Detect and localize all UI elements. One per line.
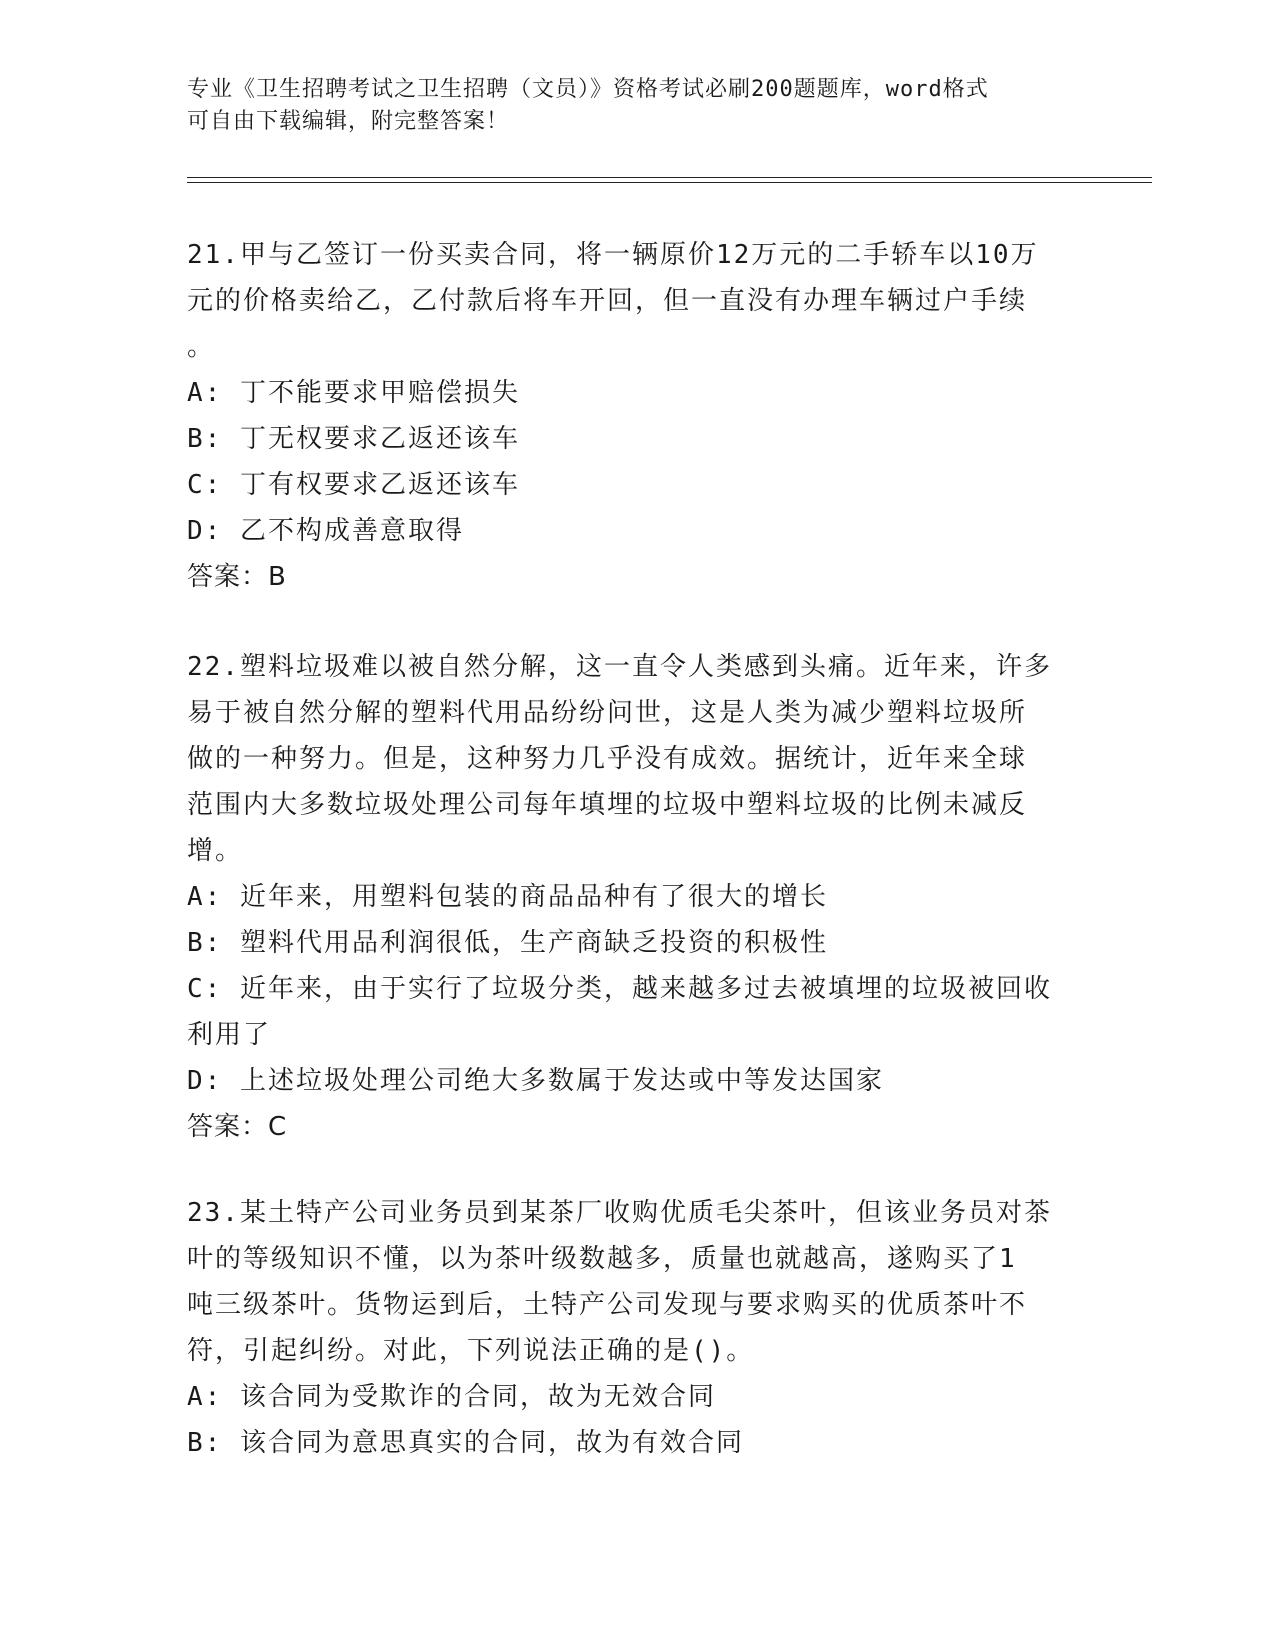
- question-21: [187, 232, 1067, 600]
- document-header: [187, 74, 1087, 138]
- answer-line: 答案：B: [187, 562, 287, 592]
- question-22: [187, 644, 1067, 1150]
- header-line-1: 专业《卫生招聘考试之卫生招聘（文员）》资格考试必刷200题题库，word格式: [187, 77, 989, 102]
- option-b: B: 塑料代用品利润很低，生产商缺乏投资的积极性: [187, 928, 828, 958]
- option-d: D: 乙不构成善意取得: [187, 516, 464, 546]
- question-text-line: 元的价格卖给乙，乙付款后将车开回，但一直没有办理车辆过户手续: [187, 286, 1028, 316]
- question-text-line: 23.某土特产公司业务员到某茶厂收购优质毛尖茶叶，但该业务员对茶: [187, 1198, 1052, 1228]
- question-text-line: 易于被自然分解的塑料代用品纷纷问世，这是人类为减少塑料垃圾所: [187, 698, 1028, 728]
- question-text-line: 叶的等级知识不懂，以为茶叶级数越多，质量也就越高，遂购买了1: [187, 1244, 1017, 1274]
- question-text-line: 范围内大多数垃圾处理公司每年填埋的垃圾中塑料垃圾的比例未减反: [187, 790, 1028, 820]
- question-text-line: 21.甲与乙签订一份买卖合同，将一辆原价12万元的二手轿车以10万: [187, 240, 1039, 270]
- option-a: A: 近年来，用塑料包装的商品品种有了很大的增长: [187, 882, 828, 912]
- question-text-line: 符，引起纠纷。对此，下列说法正确的是()。: [187, 1336, 755, 1366]
- option-a: A: 该合同为受欺诈的合同，故为无效合同: [187, 1382, 716, 1412]
- option-d: D: 上述垃圾处理公司绝大多数属于发达或中等发达国家: [187, 1066, 884, 1096]
- option-b: B: 丁无权要求乙返还该车: [187, 424, 520, 454]
- header-divider-bottom: [187, 182, 1152, 183]
- question-text-line: 做的一种努力。但是，这种努力几乎没有成效。据统计，近年来全球: [187, 744, 1028, 774]
- option-b: B: 该合同为意思真实的合同，故为有效合同: [187, 1428, 744, 1458]
- option-c: C: 近年来，由于实行了垃圾分类，越来越多过去被填埋的垃圾被回收: [187, 974, 1052, 1004]
- option-c: C: 丁有权要求乙返还该车: [187, 470, 520, 500]
- question-23: [187, 1190, 1067, 1466]
- header-line-2: 可自由下载编辑，附完整答案！: [187, 109, 510, 134]
- question-text-line: 吨三级茶叶。货物运到后，土特产公司发现与要求购买的优质茶叶不: [187, 1290, 1028, 1320]
- option-c-continued: 利用了: [187, 1020, 272, 1050]
- question-text-line: 。: [187, 332, 216, 362]
- answer-line: 答案：C: [187, 1112, 288, 1142]
- header-divider-top: [187, 177, 1152, 178]
- option-a: A: 丁不能要求甲赔偿损失: [187, 378, 520, 408]
- question-text-line: 增。: [187, 836, 244, 866]
- question-text-line: 22.塑料垃圾难以被自然分解，这一直令人类感到头痛。近年来，许多: [187, 652, 1052, 682]
